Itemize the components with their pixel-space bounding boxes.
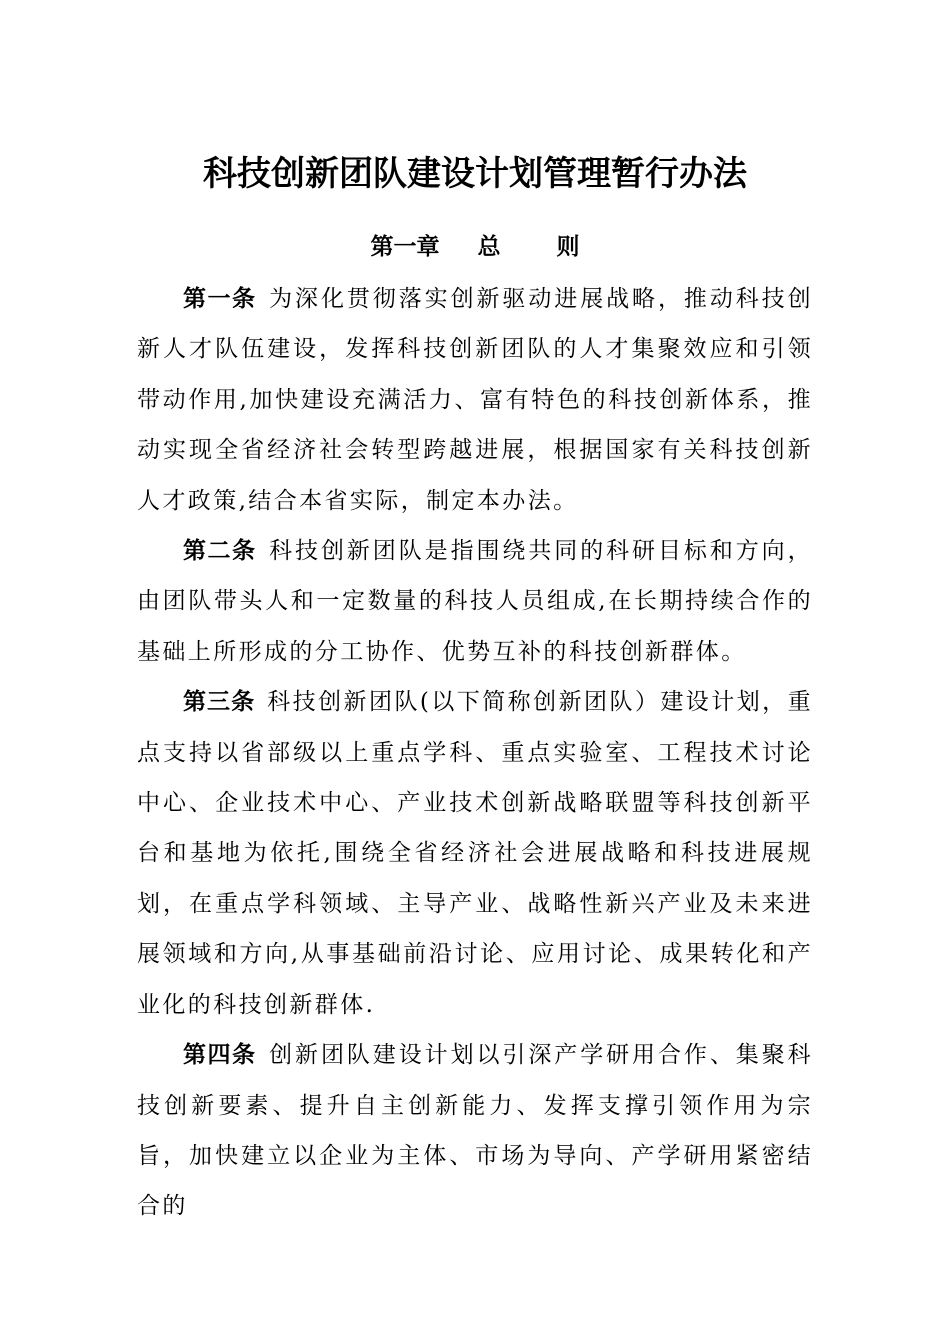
chapter-heading	[0, 226, 950, 268]
chapter-title-char-2: 则	[556, 233, 580, 260]
article-number: 第四条	[183, 1041, 257, 1069]
article-number: 第三条	[183, 688, 256, 716]
article-number: 第二条	[183, 537, 257, 565]
article-4	[137, 1030, 813, 1232]
article-text: 创新团队建设计划以引深产学研用合作、集聚科技创新要素、提升自主创新能力、发挥支撑引领作用为宗旨，加快建立以企业为主体、市场为导向、产学研用紧密结合的	[137, 1042, 813, 1220]
article-text: 科技创新团队(以下简称创新团队）建设计划，重点支持以省部级以上重点学科、重点实验室、工程技术讨论中心、企业技术中心、产业技术创新战略联盟等科技创新平台和基地为依托,围绕全省经济社会进展战略和科技进展规划，在重点学科领域、主导产业、战略性新兴产业及未来进展领域和方向,从事基础前沿讨论、应用讨论、成果转化和产业化的科技创新群体.	[137, 689, 814, 1018]
document-title: 科技创新团队建设计划管理暂行办法	[203, 154, 747, 194]
article-1	[137, 274, 813, 526]
chapter-title-char-1: 总	[477, 233, 501, 260]
article-text: 为深化贯彻落实创新驱动进展战略，推动科技创新人才队伍建设，发挥科技创新团队的人才集聚效应和引领带动作用,加快建设充满活力、富有特色的科技创新体系，推动实现全省经济社会转型跨越进展，根据国家有关科技创新人才政策,结合本省实际，制定本办法。	[137, 286, 813, 514]
article-2	[137, 526, 813, 677]
chapter-label: 第一章	[370, 233, 440, 260]
article-3	[137, 677, 813, 1030]
article-text: 科技创新团队是指围绕共同的科研目标和方向，由团队带头人和一定数量的科技人员组成,在长期持续合作的基础上所形成的分工协作、优势互补的科技创新群体。	[137, 538, 813, 665]
article-number: 第一条	[183, 285, 257, 312]
document-body	[137, 274, 813, 1232]
